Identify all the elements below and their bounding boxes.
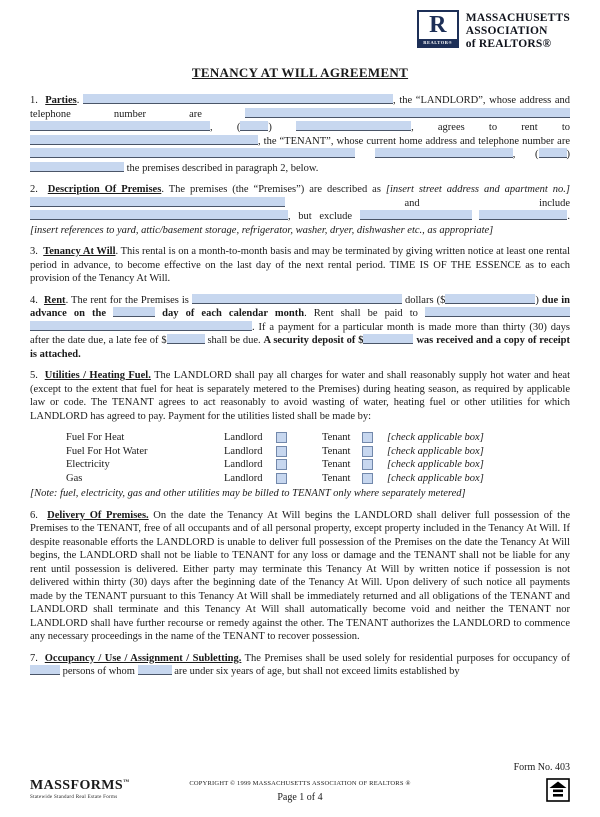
- text-run: was received and a copy of receipt is attached.: [30, 335, 570, 360]
- paragraph-utilities-heating-fuel: [30, 369, 570, 423]
- text-run: .: [76, 95, 84, 106]
- text-run: 5.: [30, 370, 45, 381]
- form-field[interactable]: [83, 94, 393, 104]
- check-applicable-hint: [check applicable box]: [387, 472, 484, 484]
- text-run: 7.: [30, 652, 45, 664]
- utility-row: [66, 445, 570, 459]
- form-field[interactable]: [240, 121, 268, 131]
- text-run: dollars ($: [401, 294, 446, 306]
- form-field[interactable]: [30, 321, 252, 331]
- form-field[interactable]: [30, 135, 258, 145]
- text-run: On the date the Tenancy At Will begins the LANDLORD shall deliver full possession of the Premises to the TENANT, free of all occupants and of all personal property, except property included in the Tenancy At Will. If despite reasonable efforts the LANDLORD is unable to deliver full possession of the Premises on the date the Tenancy At Will begins, the LANDLORD shall not be liable to TENANT for any loss or damage and the TENANT shall not be liable for any rent until possession is delivered. Either party may terminate this Tenancy At Will by written notice if possession is not delivered within thirty (30) days after the beginning date of the Tenancy At Will. Upon delivery of such notice all payments made by the TENANT pursuant to this Tenancy At Will shall be immediately returned and all obligations of the TENANT and LANDLORD shall terminate and this Tenancy At Will shall automatically become void and neither the TENANT nor LANDLORD shall have further recourse or remedy against the other. The TENANT authorizes the LANDLORD to commence any necessary proceedings in the name of the TENANT to recover possession.: [30, 509, 571, 642]
- text-run: ): [268, 122, 297, 133]
- text-run: day of each calendar month: [155, 308, 305, 319]
- text-run: due in advance on the: [30, 294, 571, 319]
- section-heading: Tenancy At Will: [43, 246, 116, 257]
- text-run: . The premises (the “Premises”) are described as: [161, 184, 386, 195]
- trademark-symbol: ™: [123, 779, 130, 786]
- tenant-checkbox[interactable]: [362, 473, 373, 484]
- landlord-label: Landlord: [224, 445, 263, 457]
- paragraph-tenancy-at-will: [30, 245, 570, 286]
- paragraph-parties: [30, 94, 570, 175]
- utilities-note: [Note: fuel, electricity, gas and other utilities may be billed to TENANT only where separately metered]: [30, 488, 466, 499]
- text-run: [472, 211, 480, 222]
- text-run: 6.: [30, 509, 48, 521]
- form-field[interactable]: [30, 162, 124, 172]
- realtor-logo-letter: R: [429, 12, 447, 38]
- form-field[interactable]: [138, 665, 172, 675]
- form-field[interactable]: [375, 148, 513, 158]
- form-number: Form No. 403: [513, 762, 570, 773]
- paragraphs-bottom: [30, 509, 570, 679]
- form-field[interactable]: [445, 294, 535, 304]
- massforms-logo: [30, 778, 129, 800]
- form-field[interactable]: [113, 307, 155, 317]
- text-run: 2.: [30, 184, 48, 195]
- form-field[interactable]: [425, 307, 570, 317]
- text-run: the premises described in paragraph 2, below.: [124, 162, 319, 174]
- massforms-name: [30, 778, 129, 794]
- text-run: . If a payment for a particular month is made more than thirty (30) days after the date due, a late fee of $: [30, 321, 570, 346]
- paragraph-occupancy-use-assignment-subletting: [30, 652, 570, 679]
- section-heading: Occupancy / Use / Assignment / Subletting.: [44, 652, 242, 664]
- text-run: 1.: [30, 95, 46, 106]
- section-heading: Delivery Of Premises.: [47, 509, 149, 521]
- form-field[interactable]: [539, 148, 567, 158]
- landlord-checkbox[interactable]: [276, 432, 287, 443]
- form-field[interactable]: [245, 108, 570, 118]
- check-applicable-hint: [check applicable box]: [387, 445, 484, 457]
- text-run: , the “LANDLORD”, whose address and telephone number are: [30, 95, 570, 120]
- landlord-label: Landlord: [224, 432, 263, 444]
- form-field[interactable]: [30, 197, 285, 207]
- form-field[interactable]: [167, 334, 205, 344]
- page-number: Page 1 of 4: [277, 792, 323, 803]
- paragraph-rent: [30, 294, 570, 362]
- form-field[interactable]: [30, 210, 288, 220]
- form-field[interactable]: [360, 210, 472, 220]
- footer: [30, 762, 570, 808]
- paragraph-description-of-premises: [30, 183, 570, 237]
- landlord-checkbox[interactable]: [276, 446, 287, 457]
- text-run: ): [566, 149, 570, 160]
- form-field[interactable]: [296, 121, 411, 131]
- check-applicable-hint: [check applicable box]: [387, 432, 484, 444]
- copyright-text: COPYRIGHT © 1999 MASSACHUSETTS ASSOCIATION OF REALTORS ®: [189, 780, 411, 787]
- paragraphs-top: [30, 94, 570, 423]
- realtor-logo-text: REALTOR®: [419, 39, 457, 46]
- tenant-label: Tenant: [322, 459, 351, 471]
- text-run: and include: [285, 197, 570, 209]
- text-run: ): [535, 294, 542, 306]
- utility-row: [66, 472, 570, 486]
- equal-housing-icon: [546, 778, 570, 802]
- organization-name: [466, 10, 570, 51]
- tenant-label: Tenant: [322, 445, 351, 457]
- text-run: shall be due.: [204, 335, 264, 346]
- text-run: The LANDLORD shall pay all charges for water and shall reasonably supply hot water and heat (except to the extent that fuel for heat is separately metered to the Premises) during heating season, as required by applicable law or code. The TENANT agrees to act reasonably to avoid wasting of water, heating fuel or other utilities for which LANDLORD has agreed to pay. Payment for the utilities listed shall be made by:: [30, 370, 570, 422]
- landlord-label: Landlord: [224, 459, 263, 471]
- utility-label: Fuel For Heat: [66, 432, 125, 444]
- landlord-label: Landlord: [224, 472, 263, 484]
- landlord-checkbox[interactable]: [276, 459, 287, 470]
- utility-label: Fuel For Hot Water: [66, 445, 148, 457]
- form-field[interactable]: [30, 121, 210, 131]
- text-run: , but exclude: [288, 211, 360, 222]
- footer-center: [189, 780, 410, 803]
- tenant-checkbox[interactable]: [362, 432, 373, 443]
- text-run: The Premises shall be used solely for residential purposes for occupancy of: [241, 652, 570, 664]
- text-run: are under six years of age, but shall not exceed limits established by: [171, 666, 460, 677]
- text-run: , the “TENANT”, whose current home address and telephone number are: [258, 135, 570, 147]
- form-field[interactable]: [363, 334, 413, 344]
- text-run: [insert references to yard, attic/basement storage, refrigerator, washer, dryer, dishwasher etc., as appropriate]: [30, 224, 494, 236]
- text-run: .: [567, 211, 570, 222]
- text-run: 4.: [30, 294, 44, 306]
- document-title: TENANCY AT WILL AGREEMENT: [191, 65, 409, 80]
- tenant-checkbox[interactable]: [362, 446, 373, 457]
- text-run: A security deposit of $: [263, 335, 364, 346]
- text-run: . Rent shall be paid to: [304, 308, 425, 319]
- org-line-1: MASSACHUSETTS: [465, 12, 570, 24]
- section-heading: Description Of Premises: [47, 184, 162, 195]
- form-field[interactable]: [30, 665, 60, 675]
- text-run: , (: [512, 149, 539, 160]
- paragraph-delivery-of-premises: [30, 509, 570, 644]
- utility-label: Gas: [66, 472, 83, 484]
- section-heading: Utilities / Heating Fuel.: [44, 370, 151, 381]
- text-run: . The rent for the Premises is: [65, 294, 192, 306]
- landlord-checkbox[interactable]: [276, 473, 287, 484]
- text-run: , agrees to rent to: [411, 122, 571, 133]
- utility-label: Electricity: [66, 459, 110, 471]
- text-run: persons of whom: [60, 666, 138, 677]
- form-field[interactable]: [192, 294, 402, 304]
- text-run: [insert street address and apartment no.]: [385, 184, 570, 195]
- utility-row: [66, 458, 570, 472]
- tenant-label: Tenant: [322, 432, 351, 444]
- form-field[interactable]: [30, 148, 355, 158]
- utility-row: [66, 431, 570, 445]
- org-line-2: ASSOCIATION: [465, 25, 548, 37]
- org-line-3: of REALTORS®: [465, 38, 552, 50]
- section-heading: Parties: [45, 95, 77, 106]
- utilities-table: [66, 431, 570, 485]
- form-field[interactable]: [479, 210, 567, 220]
- realtor-logo: [417, 10, 570, 51]
- text-run: , (: [210, 122, 241, 133]
- massforms-text: MASSFORMS: [30, 778, 124, 793]
- tenant-label: Tenant: [322, 472, 351, 484]
- tenant-checkbox[interactable]: [362, 459, 373, 470]
- text-run: . This rental is on a month-to-month basis and may be terminated by giving written notice at least one rental period in advance, to become effective on the last day of the next rental period. TIME IS OF THE ESSENCE as to each provision of the Tenancy At Will.: [30, 246, 570, 284]
- header: [30, 10, 570, 51]
- realtor-r-icon: [417, 10, 459, 48]
- text-run: [355, 149, 375, 160]
- text-run: 3.: [30, 246, 44, 257]
- section-heading: Rent: [43, 294, 66, 306]
- check-applicable-hint: [check applicable box]: [387, 459, 484, 471]
- massforms-tagline: Statewide Standard Real Estate Forms: [30, 795, 118, 800]
